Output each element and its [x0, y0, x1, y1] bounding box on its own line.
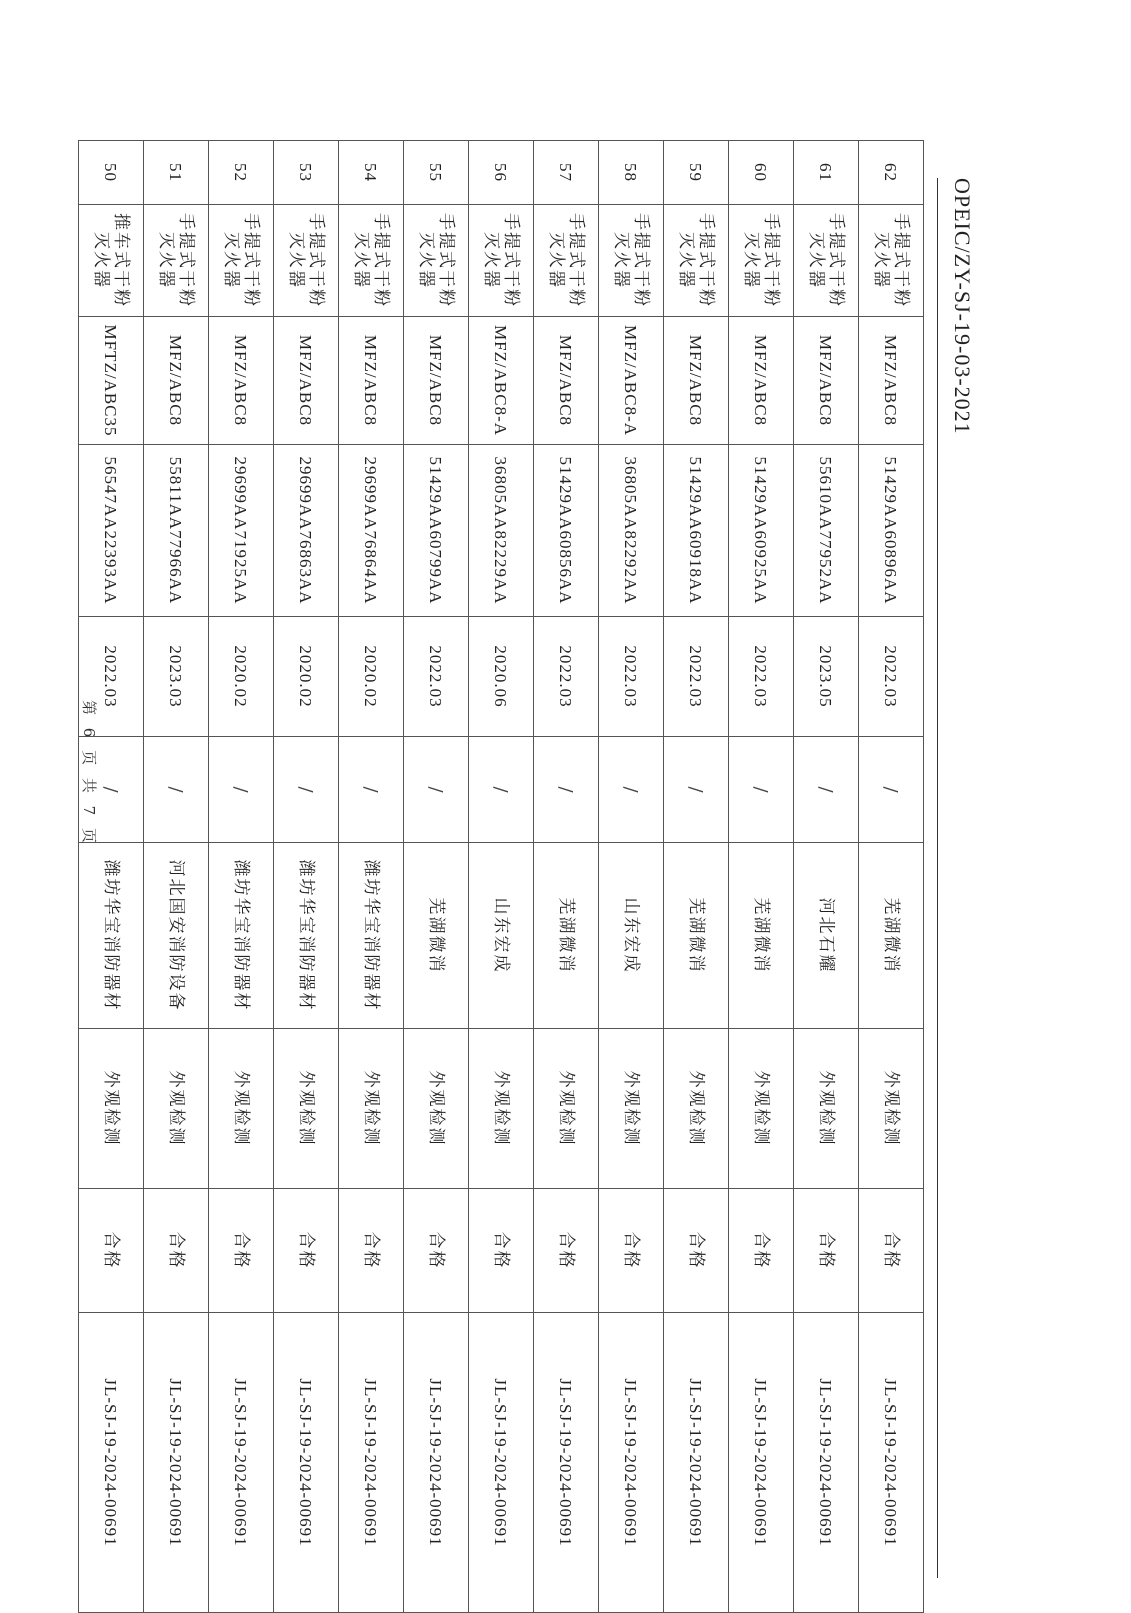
report-number: JL-SJ-19-2024-00691 — [599, 1313, 664, 1613]
inspection-result: 合格 — [209, 1189, 274, 1313]
table-row — [599, 141, 664, 1613]
device-model: MFZ/ABC8-A — [469, 317, 534, 445]
device-name: 推车式干粉灭火器 — [79, 205, 144, 317]
device-model: MFZ/ABC8 — [404, 317, 469, 445]
header-rule — [937, 178, 938, 1578]
serial-number: 51429AA60799AA — [404, 445, 469, 617]
report-number: JL-SJ-19-2024-00691 — [469, 1313, 534, 1613]
device-model: MFZ/ABC8 — [339, 317, 404, 445]
production-date: 2020.02 — [209, 617, 274, 737]
inspection-item: 外观检测 — [664, 1029, 729, 1189]
device-model: MFZ/ABC8 — [209, 317, 274, 445]
inspection-result: 合格 — [79, 1189, 144, 1313]
inspection-item: 外观检测 — [144, 1029, 209, 1189]
report-number: JL-SJ-19-2024-00691 — [664, 1313, 729, 1613]
table-row — [469, 141, 534, 1613]
report-number: JL-SJ-19-2024-00691 — [859, 1313, 924, 1613]
manufacturer: 潍坊华宝消防器材 — [209, 843, 274, 1029]
device-name: 手提式干粉灭火器 — [144, 205, 209, 317]
table-row — [664, 141, 729, 1613]
pressure-value: / — [599, 737, 664, 843]
device-name: 手提式干粉灭火器 — [534, 205, 599, 317]
serial-number: 55811AA77966AA — [144, 445, 209, 617]
serial-number: 51429AA60856AA — [534, 445, 599, 617]
serial-number: 51429AA60896AA — [859, 445, 924, 617]
inspection-item: 外观检测 — [79, 1029, 144, 1189]
table-row — [729, 141, 794, 1613]
device-name: 手提式干粉灭火器 — [729, 205, 794, 317]
device-name: 手提式干粉灭火器 — [404, 205, 469, 317]
row-number: 60 — [729, 141, 794, 205]
table-row — [339, 141, 404, 1613]
production-date: 2020.02 — [339, 617, 404, 737]
pressure-value: / — [859, 737, 924, 843]
pressure-value: / — [79, 737, 144, 843]
inspection-item: 外观检测 — [274, 1029, 339, 1189]
production-date: 2020.06 — [469, 617, 534, 737]
report-number: JL-SJ-19-2024-00691 — [729, 1313, 794, 1613]
inspection-result: 合格 — [404, 1189, 469, 1313]
inspection-item: 外观检测 — [859, 1029, 924, 1189]
production-date: 2022.03 — [534, 617, 599, 737]
inspection-result: 合格 — [794, 1189, 859, 1313]
device-model: MFZ/ABC8 — [794, 317, 859, 445]
inspection-result: 合格 — [729, 1189, 794, 1313]
pressure-value: / — [534, 737, 599, 843]
device-name: 手提式干粉灭火器 — [859, 205, 924, 317]
device-name: 手提式干粉灭火器 — [209, 205, 274, 317]
serial-number: 29699AA76864AA — [339, 445, 404, 617]
report-number: JL-SJ-19-2024-00691 — [79, 1313, 144, 1613]
pressure-value: / — [794, 737, 859, 843]
manufacturer: 芜湖微消 — [859, 843, 924, 1029]
production-date: 2022.03 — [79, 617, 144, 737]
manufacturer: 芜湖微消 — [534, 843, 599, 1029]
production-date: 2022.03 — [729, 617, 794, 737]
pressure-value: / — [729, 737, 794, 843]
row-number: 61 — [794, 141, 859, 205]
row-number: 56 — [469, 141, 534, 205]
pressure-value: / — [339, 737, 404, 843]
device-name: 手提式干粉灭火器 — [599, 205, 664, 317]
page-number: 第 6 页 共 7 页 — [80, 700, 98, 847]
device-name: 手提式干粉灭火器 — [339, 205, 404, 317]
manufacturer: 芜湖微消 — [404, 843, 469, 1029]
manufacturer: 潍坊华宝消防器材 — [79, 843, 144, 1029]
report-number: JL-SJ-19-2024-00691 — [274, 1313, 339, 1613]
inspection-result: 合格 — [534, 1189, 599, 1313]
inspection-item: 外观检测 — [209, 1029, 274, 1189]
manufacturer: 潍坊华宝消防器材 — [274, 843, 339, 1029]
pressure-value: / — [144, 737, 209, 843]
inspection-result: 合格 — [599, 1189, 664, 1313]
report-number: JL-SJ-19-2024-00691 — [794, 1313, 859, 1613]
device-model: MFZ/ABC8 — [274, 317, 339, 445]
footer — [70, 700, 270, 900]
table-row — [794, 141, 859, 1613]
inspection-result: 合格 — [664, 1189, 729, 1313]
production-date: 2022.03 — [599, 617, 664, 737]
manufacturer: 河北国安消防设备 — [144, 843, 209, 1029]
inspection-item: 外观检测 — [729, 1029, 794, 1189]
device-model: MFZ/ABC8 — [859, 317, 924, 445]
row-number: 51 — [144, 141, 209, 205]
manufacturer: 芜湖微消 — [729, 843, 794, 1029]
device-model: MFZ/ABC8 — [729, 317, 794, 445]
serial-number: 29699AA71925AA — [209, 445, 274, 617]
manufacturer: 山东宏成 — [469, 843, 534, 1029]
row-number: 54 — [339, 141, 404, 205]
report-number: JL-SJ-19-2024-00691 — [404, 1313, 469, 1613]
row-number: 55 — [404, 141, 469, 205]
inspection-item: 外观检测 — [339, 1029, 404, 1189]
manufacturer: 山东宏成 — [599, 843, 664, 1029]
row-number: 57 — [534, 141, 599, 205]
device-model: MFTZ/ABC35 — [79, 317, 144, 445]
row-number: 50 — [79, 141, 144, 205]
inspection-item: 外观检测 — [599, 1029, 664, 1189]
device-name: 手提式干粉灭火器 — [664, 205, 729, 317]
device-model: MFZ/ABC8 — [664, 317, 729, 445]
inspection-item: 外观检测 — [794, 1029, 859, 1189]
row-number: 52 — [209, 141, 274, 205]
inspection-result: 合格 — [859, 1189, 924, 1313]
report-number: JL-SJ-19-2024-00691 — [209, 1313, 274, 1613]
row-number: 58 — [599, 141, 664, 205]
table-row — [274, 141, 339, 1613]
device-name: 手提式干粉灭火器 — [469, 205, 534, 317]
pressure-value: / — [664, 737, 729, 843]
report-number: JL-SJ-19-2024-00691 — [339, 1313, 404, 1613]
pressure-value: / — [209, 737, 274, 843]
device-name: 手提式干粉灭火器 — [794, 205, 859, 317]
serial-number: 36805AA82229AA — [469, 445, 534, 617]
manufacturer: 潍坊华宝消防器材 — [339, 843, 404, 1029]
production-date: 2022.03 — [664, 617, 729, 737]
row-number: 59 — [664, 141, 729, 205]
row-number: 53 — [274, 141, 339, 205]
production-date: 2022.03 — [859, 617, 924, 737]
production-date: 2023.03 — [144, 617, 209, 737]
inspection-result: 合格 — [274, 1189, 339, 1313]
table-row — [859, 141, 924, 1613]
manufacturer: 芜湖微消 — [664, 843, 729, 1029]
inspection-result: 合格 — [339, 1189, 404, 1313]
table-row — [534, 141, 599, 1613]
serial-number: 51429AA60925AA — [729, 445, 794, 617]
serial-number: 56547AA22393AA — [79, 445, 144, 617]
serial-number: 29699AA76863AA — [274, 445, 339, 617]
pressure-value: / — [469, 737, 534, 843]
device-name: 手提式干粉灭火器 — [274, 205, 339, 317]
serial-number: 51429AA60918AA — [664, 445, 729, 617]
document-code: OPEIC/ZY-SJ-19-03-2021 — [950, 178, 975, 435]
serial-number: 55610AA77952AA — [794, 445, 859, 617]
manufacturer: 河北石耀 — [794, 843, 859, 1029]
report-number: JL-SJ-19-2024-00691 — [534, 1313, 599, 1613]
inspection-item: 外观检测 — [404, 1029, 469, 1189]
pressure-value: / — [404, 737, 469, 843]
serial-number: 36805AA82292AA — [599, 445, 664, 617]
inspection-result: 合格 — [469, 1189, 534, 1313]
pressure-value: / — [274, 737, 339, 843]
inspection-item: 外观检测 — [469, 1029, 534, 1189]
row-number: 62 — [859, 141, 924, 205]
production-date: 2022.03 — [404, 617, 469, 737]
production-date: 2020.02 — [274, 617, 339, 737]
production-date: 2023.05 — [794, 617, 859, 737]
inspection-result: 合格 — [144, 1189, 209, 1313]
report-number: JL-SJ-19-2024-00691 — [144, 1313, 209, 1613]
table-row — [404, 141, 469, 1613]
device-model: MFZ/ABC8 — [534, 317, 599, 445]
device-model: MFZ/ABC8 — [144, 317, 209, 445]
inspection-item: 外观检测 — [534, 1029, 599, 1189]
device-model: MFZ/ABC8-A — [599, 317, 664, 445]
